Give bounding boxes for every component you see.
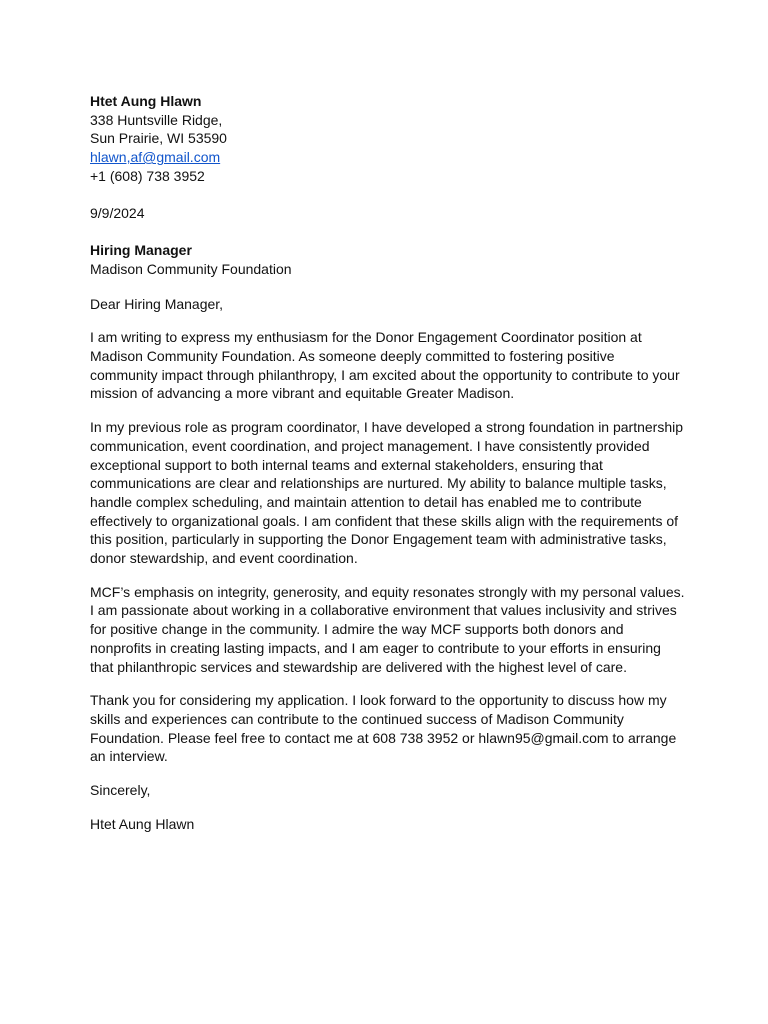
recipient-block <box>90 241 690 278</box>
recipient-organization: Madison Community Foundation <box>90 260 292 277</box>
recipient-title: Hiring Manager <box>90 242 192 259</box>
paragraph-line: mission of advancing a more vibrant and equitable Greater Madison. <box>90 385 515 402</box>
sender-email-link[interactable]: hlawn,af@gmail.com <box>90 149 221 166</box>
paragraph-line: Madison Community Foundation. As someone deeply committed to fostering positive <box>90 348 615 365</box>
paragraph-line: an interview. <box>90 748 168 765</box>
paragraph-line: this position, particularly in supporting the Donor Engagement team with administrative tasks, <box>90 531 667 548</box>
paragraph-line: donor stewardship, and event coordination. <box>90 550 358 567</box>
paragraph-line: nonprofits in creating lasting impacts, and I am eager to contribute to your efforts in ensuring <box>90 639 661 656</box>
signature-name: Htet Aung Hlawn <box>90 815 195 832</box>
paragraph-line: handle complex scheduling, and maintain attention to detail has enabled me to contribute <box>90 493 642 510</box>
sender-block <box>90 92 690 186</box>
letter-date-block <box>90 204 690 223</box>
paragraph-line: exceptional support to both internal teams and external stakeholders, ensuring that <box>90 456 603 473</box>
letter-date: 9/9/2024 <box>90 204 145 221</box>
signature-block <box>90 815 690 834</box>
paragraph-line: MCF’s emphasis on integrity, generosity, and equity resonates strongly with my personal values. <box>90 583 685 600</box>
closing-text: Sincerely, <box>90 782 151 799</box>
paragraph-line: for positive change in the community. I admire the way MCF supports both donors and <box>90 621 624 638</box>
paragraph-line: I am writing to express my enthusiasm for the Donor Engagement Coordinator position at <box>90 329 642 346</box>
paragraph-line: communications are clear and relationships are nurtured. My ability to balance multiple tasks, <box>90 475 667 492</box>
paragraph-line: communication, event coordination, and project management. I have consistently provided <box>90 437 650 454</box>
sender-address-line-1: 338 Huntsville Ridge, <box>90 111 223 128</box>
paragraph-line: skills and experiences can contribute to the continued success of Madison Community <box>90 710 624 727</box>
paragraph-line: I am passionate about working in a collaborative environment that values inclusivity and strives <box>90 602 677 619</box>
salutation-text: Dear Hiring Manager, <box>90 295 224 312</box>
paragraph-line: effectively to organizational goals. I am confident that these skills align with the requirements of <box>90 512 679 529</box>
salutation <box>90 295 690 314</box>
body-paragraph-4 <box>90 691 690 766</box>
sender-name: Htet Aung Hlawn <box>90 93 202 109</box>
sender-phone: +1 (608) 738 3952 <box>90 167 205 184</box>
paragraph-line: Foundation. Please feel free to contact me at 608 738 3952 or hlawn95@gmail.com to arrange <box>90 729 677 746</box>
cover-letter-document <box>90 92 690 834</box>
paragraph-line: Thank you for considering my application. I look forward to the opportunity to discuss how my <box>90 692 667 709</box>
paragraph-line: In my previous role as program coordinator, I have developed a strong foundation in partnership <box>90 419 684 436</box>
closing-block <box>90 781 690 800</box>
body-paragraph-1 <box>90 328 690 403</box>
body-paragraph-3 <box>90 583 690 677</box>
sender-address-line-2: Sun Prairie, WI 53590 <box>90 130 227 147</box>
paragraph-line: community impact through philanthropy, I am excited about the opportunity to contribute to your <box>90 366 680 383</box>
paragraph-line: that philanthropic services and stewardship are delivered with the highest level of care. <box>90 658 627 675</box>
body-paragraph-2 <box>90 418 690 568</box>
